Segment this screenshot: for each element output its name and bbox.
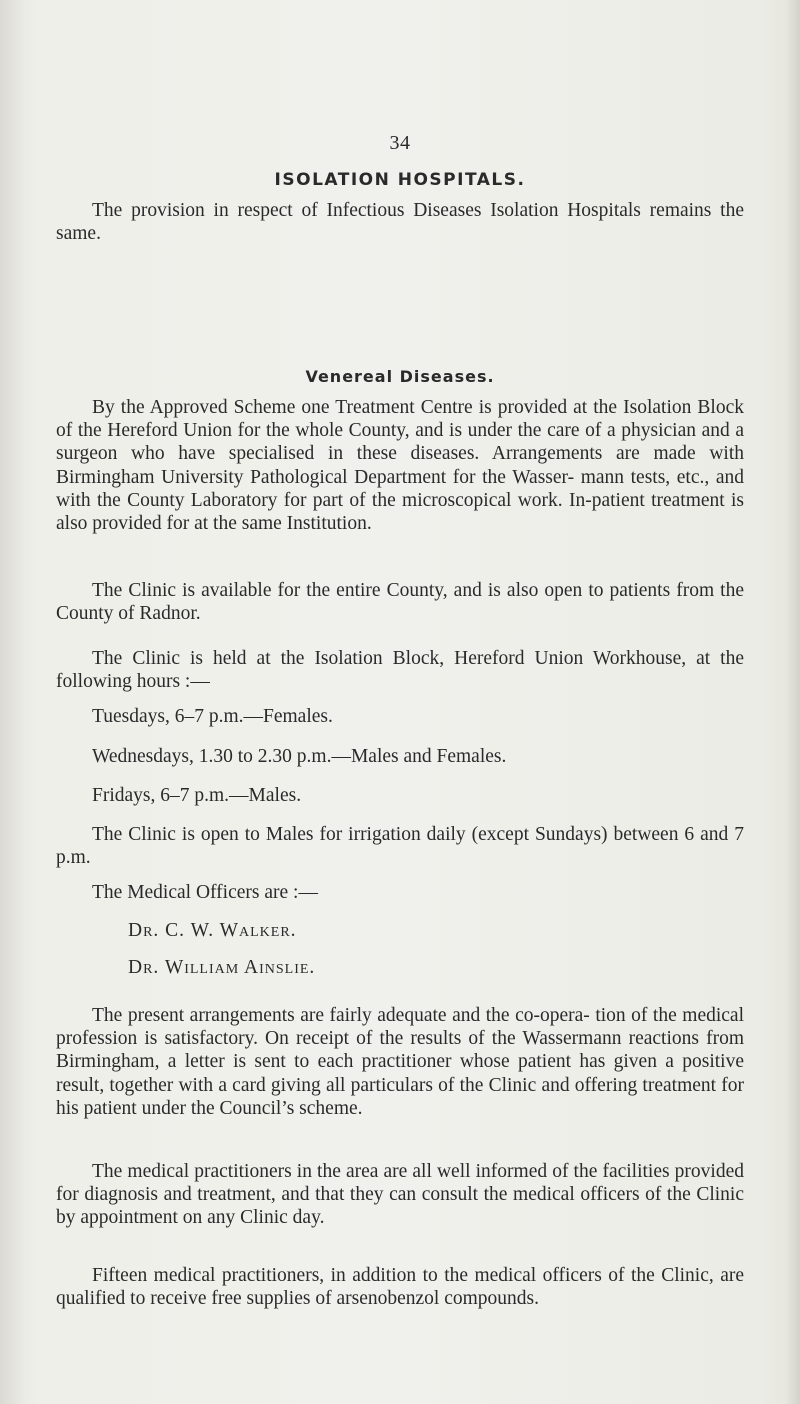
officer-name: Dr. C. W. Walker. <box>128 920 297 941</box>
irrigation-paragraph: The Clinic is open to Males for irrigation daily (except Sundays) between 6 and 7 p.m. <box>56 824 744 869</box>
intro-paragraph: The provision in respect of Infectious Diseases Isolation Hospitals remains the same. <box>56 200 744 245</box>
supplies-paragraph: Fifteen medical practitioners, in addition to the medical officers of the Clinic, are qualified to receive free supplies of arsenobenzol compounds. <box>56 1265 744 1310</box>
page-edge-shadow <box>0 0 26 1404</box>
officers-intro: The Medical Officers are :— <box>92 882 318 903</box>
practitioners-paragraph: The medical practitioners in the area are all well informed of the facilities provided for diagnosis and treatment, and that they can consult the medical officers of the Clinic by appointment on any Clinic day. <box>56 1161 744 1229</box>
officer-name: Dr. William Ainslie. <box>128 957 316 978</box>
hours-line-wednesday: Wednesdays, 1.30 to 2.30 p.m.—Males and Females. <box>92 746 507 767</box>
location-paragraph: The Clinic is held at the Isolation Block, Hereford Union Workhouse, at the following hours :— <box>56 648 744 693</box>
page-right-edge <box>786 0 800 1404</box>
availability-paragraph: The Clinic is available for the entire County, and is also open to patients from the County of Radnor. <box>56 580 744 625</box>
hours-line-friday: Fridays, 6–7 p.m.—Males. <box>92 785 302 806</box>
page-number: 34 <box>389 132 411 154</box>
scheme-paragraph: By the Approved Scheme one Treatment Centre is provided at the Isolation Block of the Hereford Union for the whole County, and is under the care of a physician and a surgeon who have specialised in these diseases. Arrangements are made with Birmingham University Pathological Department for the Wasser- mann tests, etc., and with the County Laboratory for part of the microscopical work. In-patient treatment is also provided for at the same Institution. <box>56 397 744 535</box>
section-heading: ISOLATION HOSPITALS. <box>274 170 526 190</box>
arrangements-paragraph: The present arrangements are fairly adequate and the co-opera- tion of the medical profession is satisfactory. On receipt of the results of the Wassermann reactions from Birmingham, a letter is sent to each practitioner whose patient has given a positive result, together with a card giving all particulars of the Clinic and offering treatment for his patient under the Council’s scheme. <box>56 1005 744 1119</box>
hours-line-tuesday: Tuesdays, 6–7 p.m.—Females. <box>92 706 333 727</box>
subsection-heading: Venereal Diseases. <box>305 367 495 386</box>
